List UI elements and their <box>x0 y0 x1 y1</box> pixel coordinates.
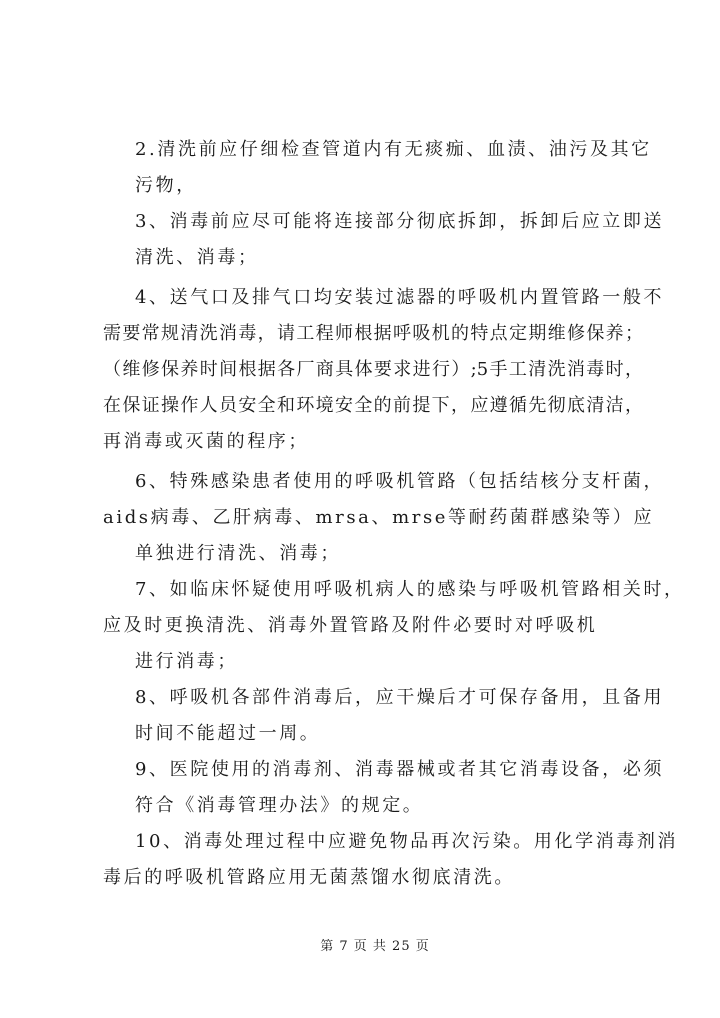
text-line: （维修保养时间根据各厂商具体要求进行）;5手工清洗消毒时， <box>103 359 643 380</box>
text-line: 符合《消毒管理办法》的规定。 <box>135 795 424 816</box>
text-line: aids病毒、乙肝病毒、mrsa、mrse等耐药菌群感染等）应 <box>103 507 655 528</box>
text-line: 8、呼吸机各部件消毒后，应干燥后才可保存备用，且备用 <box>135 687 665 708</box>
text-line: 进行消毒； <box>135 651 238 672</box>
text-line: 4、送气口及排气口均安装过滤器的呼吸机内置管路一般不 <box>135 287 665 308</box>
text-line: 10、消毒处理过程中应避免物品再次污染。用化学消毒剂消 <box>135 831 679 852</box>
text-line: 需要常规清洗消毒，请工程师根据呼吸机的特点定期维修保养； <box>103 323 643 344</box>
text-line: 6、特殊感染患者使用的呼吸机管路（包括结核分支杆菌， <box>135 471 665 492</box>
text-line: 单独进行清洗、消毒； <box>135 543 341 564</box>
text-line: 毒后的呼吸机管路应用无菌蒸馏水彻底清洗。 <box>103 867 515 888</box>
text-line: 在保证操作人员安全和环境安全的前提下，应遵循先彻底清洁， <box>103 395 643 416</box>
text-line: 污物， <box>135 175 197 196</box>
text-line: 应及时更换清洗、消毒外置管路及附件必要时对呼吸机 <box>103 615 598 636</box>
text-line: 再消毒或灭菌的程序； <box>103 431 309 452</box>
text-line: 2.清洗前应仔细检查管道内有无痰痂、血渍、油污及其它 <box>135 139 652 160</box>
text-line: 清洗、消毒； <box>135 247 259 268</box>
text-line: 9、医院使用的消毒剂、消毒器械或者其它消毒设备，必须 <box>135 759 665 780</box>
text-line: 时间不能超过一周。 <box>135 723 321 744</box>
text-line: 3、消毒前应尽可能将连接部分彻底拆卸，拆卸后应立即送 <box>135 211 665 232</box>
page-number-footer: 第 7 页 共 25 页 <box>320 939 430 954</box>
text-line: 7、如临床怀疑使用呼吸机病人的感染与呼吸机管路相关时， <box>135 579 685 600</box>
